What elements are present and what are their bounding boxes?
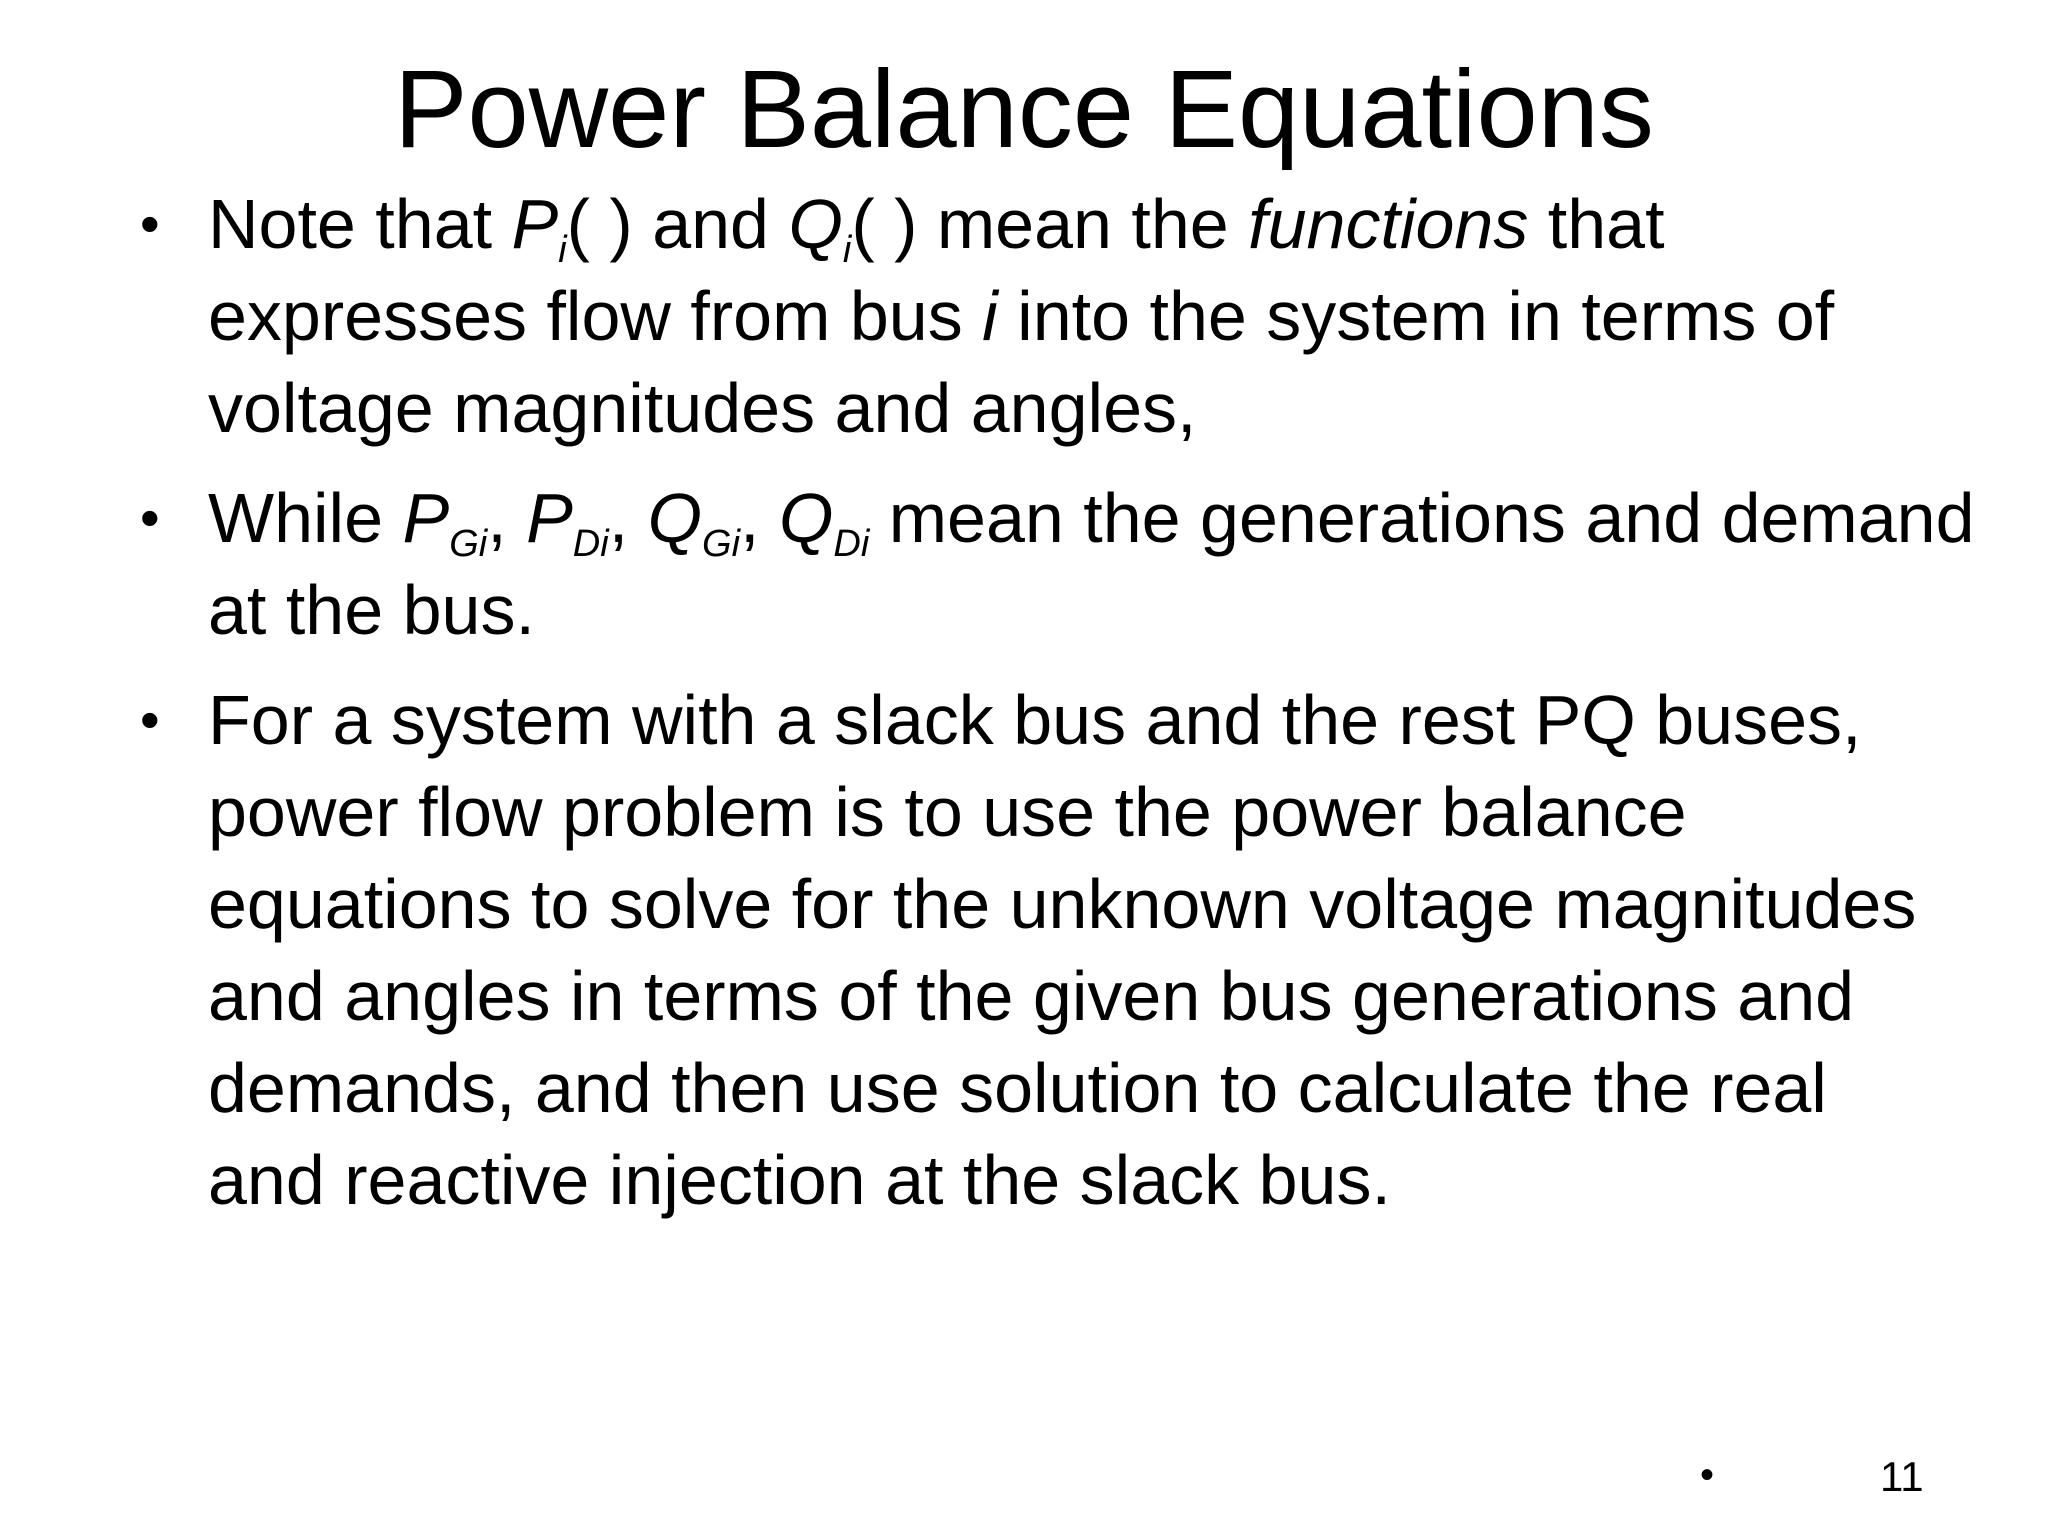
bullet-item xyxy=(140,674,2020,1226)
bullet-line xyxy=(208,472,2020,564)
bullet-line: power flow problem is to use the power balance xyxy=(208,773,1687,851)
text-run: , xyxy=(608,479,648,557)
text-run: While xyxy=(208,479,403,557)
emphasis-text: functions xyxy=(1248,185,1529,263)
text-run: ( ) mean the xyxy=(851,185,1249,263)
bullet-icon: • xyxy=(140,486,160,549)
math-variable: i xyxy=(982,277,998,355)
math-variable: Q xyxy=(647,479,703,557)
bullet-line xyxy=(208,178,2020,270)
text-run: , xyxy=(487,479,527,557)
bullet-line: and angles in terms of the given bus generations and xyxy=(208,957,1855,1035)
bullet-list xyxy=(140,178,2020,1244)
bullet-line xyxy=(208,270,2020,362)
math-variable: P xyxy=(402,479,450,557)
bullet-line: at the bus. xyxy=(208,571,535,649)
math-subscript: Gi xyxy=(702,523,741,565)
math-variable: Q xyxy=(778,479,834,557)
math-subscript: i xyxy=(558,229,567,271)
bullet-item xyxy=(140,472,2020,656)
bullet-icon: • xyxy=(140,192,160,255)
text-run: , xyxy=(740,479,779,557)
page-number: 11 xyxy=(1880,1453,1924,1500)
bullet-line: demands, and then use solution to calculate the real xyxy=(208,1049,1827,1127)
bullet-icon: • xyxy=(140,688,160,751)
bullet-item xyxy=(140,178,2020,454)
text-run: that xyxy=(1528,185,1665,263)
bullet-line: For a system with a slack bus and the rest PQ buses, xyxy=(208,681,1862,759)
math-subscript: Gi xyxy=(449,523,488,565)
math-variable: P xyxy=(526,479,573,557)
slide-title: Power Balance Equations xyxy=(394,48,1654,171)
text-run: into the system in terms of xyxy=(997,277,1835,355)
text-run: mean the generations and demand xyxy=(869,479,1975,557)
math-subscript: Di xyxy=(833,523,870,565)
math-subscript: i xyxy=(842,229,852,271)
math-variable: Q xyxy=(788,185,843,263)
math-subscript: Di xyxy=(572,523,609,565)
text-run: Note that xyxy=(208,185,512,263)
bullet-line: and reactive injection at the slack bus. xyxy=(208,1141,1391,1219)
math-variable: P xyxy=(511,185,559,263)
bullet-line: equations to solve for the unknown voltage magnitudes xyxy=(208,865,1917,943)
bullet-line: voltage magnitudes and angles, xyxy=(208,369,1197,447)
text-run: expresses flow from bus xyxy=(208,277,983,355)
footer-bullet-icon: • xyxy=(1700,1453,1715,1497)
text-run: ( ) and xyxy=(566,185,789,263)
